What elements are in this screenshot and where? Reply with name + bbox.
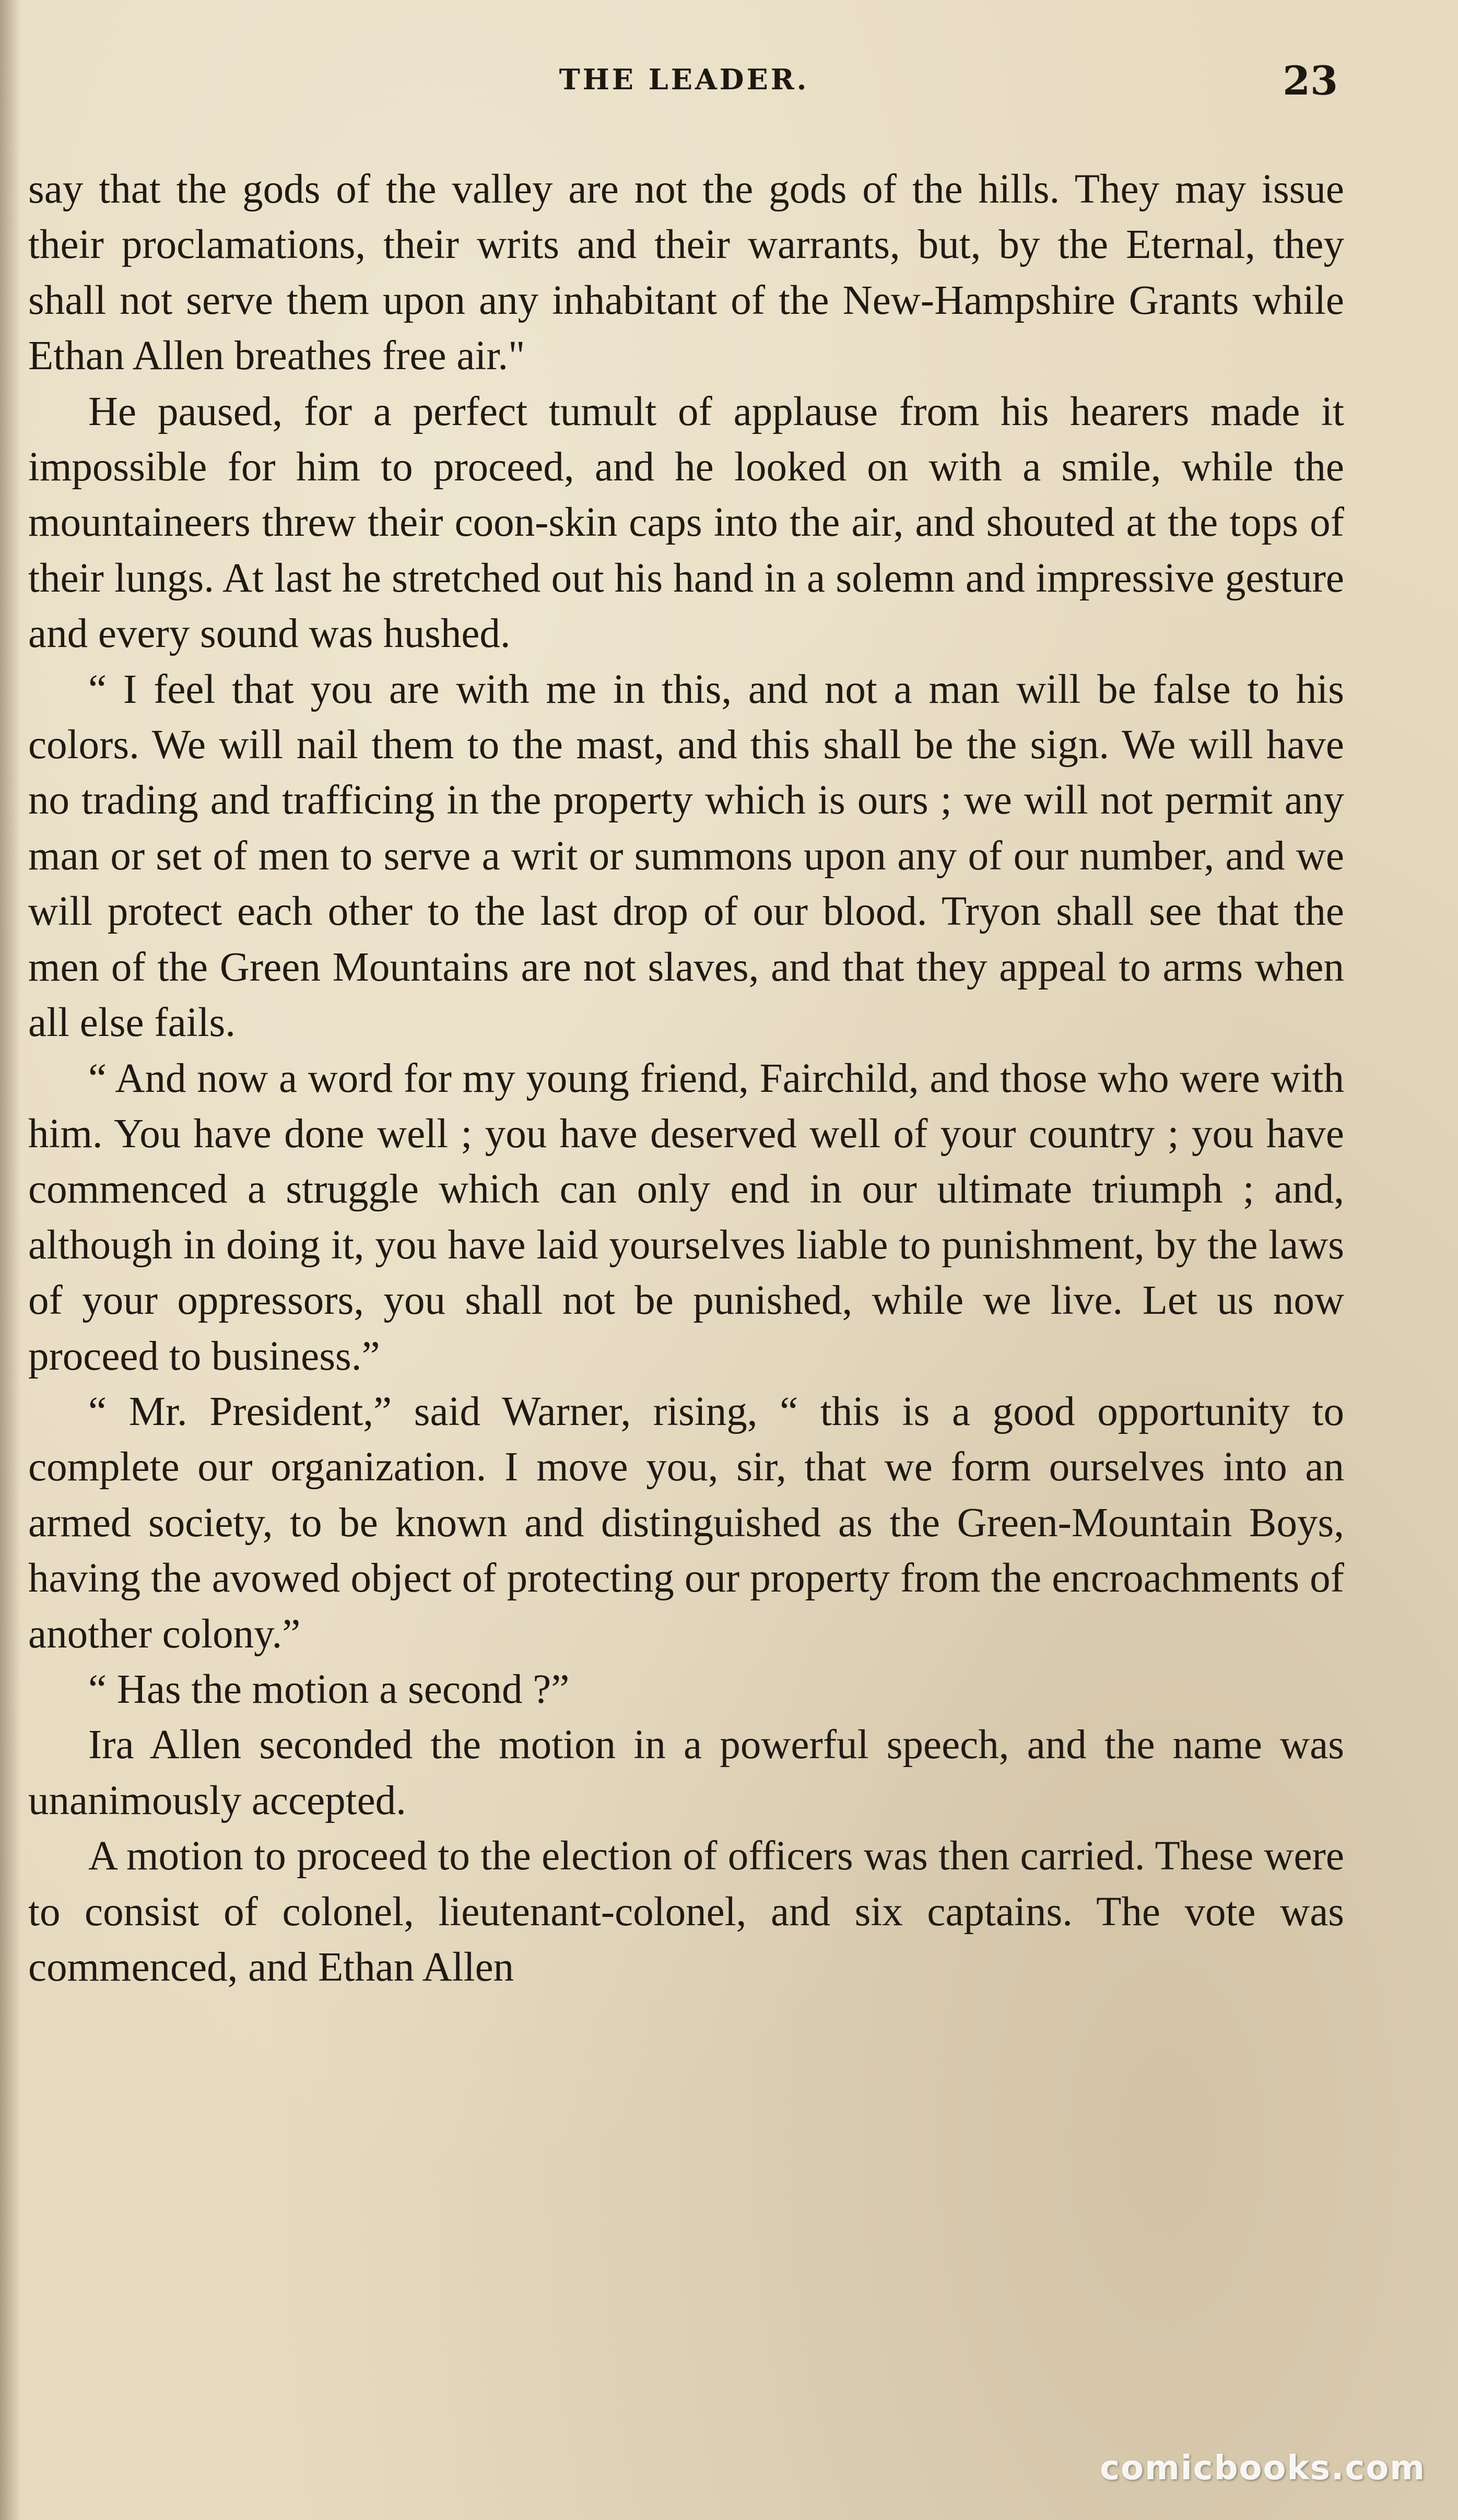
running-head: THE LEADER. xyxy=(559,63,809,96)
paragraph: A motion to proceed to the election of officers was then carried. These were to consist of colonel, lieutenant-colonel, and six captains. The vote was commenced, and Ethan Allen xyxy=(28,1833,1344,1990)
paragraph: “ I feel that you are with me in this, and not a man will be false to his colors. We will nail them to the mast, and this shall be the sign. We will have no trading and trafficing in the property which is ours ; we will not permit any man or set of men to serve a writ or summons upon any of our number, and we will protect each other to the last drop of our blood. Tryon shall see that the men of the Green Mountains are not slaves, and that they appeal to arms when all else fails. xyxy=(28,666,1344,1046)
paragraph: say that the gods of the valley are not the gods of the hills. They may issue their proclamations, their writs and their warrants, but, by the Eternal, they shall not serve them upon any inhabitant of the New-Hampshire Grants while Ethan Allen breathes free air." xyxy=(28,167,1344,379)
paragraph: “ And now a word for my young friend, Fairchild, and those who were with him. You have done well ; you have deserved well of your country ; you have commenced a struggle which can only end in our ultimate triumph ; and, although in doing it, you have laid yourselves liable to punishment, by the laws of your oppressors, you shall not be punished, while we live. Let us now proceed to business.” xyxy=(28,1055,1344,1379)
paragraph: He paused, for a perfect tumult of applause from his hearers made it impossible for him to proceed, and he looked on with a smile, while the mountaineers threw their coon-skin caps into the air, and shouted at the tops of their lungs. At last he stretched out his hand in a solemn and impressive gesture and every sound was hushed. xyxy=(28,388,1344,657)
binding-shadow xyxy=(0,0,21,2520)
watermark: comicbooks.com xyxy=(1100,2449,1426,2488)
body-text xyxy=(28,162,1344,1995)
paragraph: “ Has the motion a second ?” xyxy=(88,1666,570,1712)
paragraph: Ira Allen seconded the motion in a powerful speech, and the name was unanimously accepted. xyxy=(28,1722,1344,1823)
page-number: 23 xyxy=(1283,57,1338,104)
paragraph: “ Mr. President,” said Warner, rising, “ this is a good opportunity to complete our organization. I move you, sir, that we form ourselves into an armed society, to be known and distinguished as the Green-Mountain Boys, having the avowed object of protecting our property from the encroachments of another colony.” xyxy=(28,1388,1344,1657)
